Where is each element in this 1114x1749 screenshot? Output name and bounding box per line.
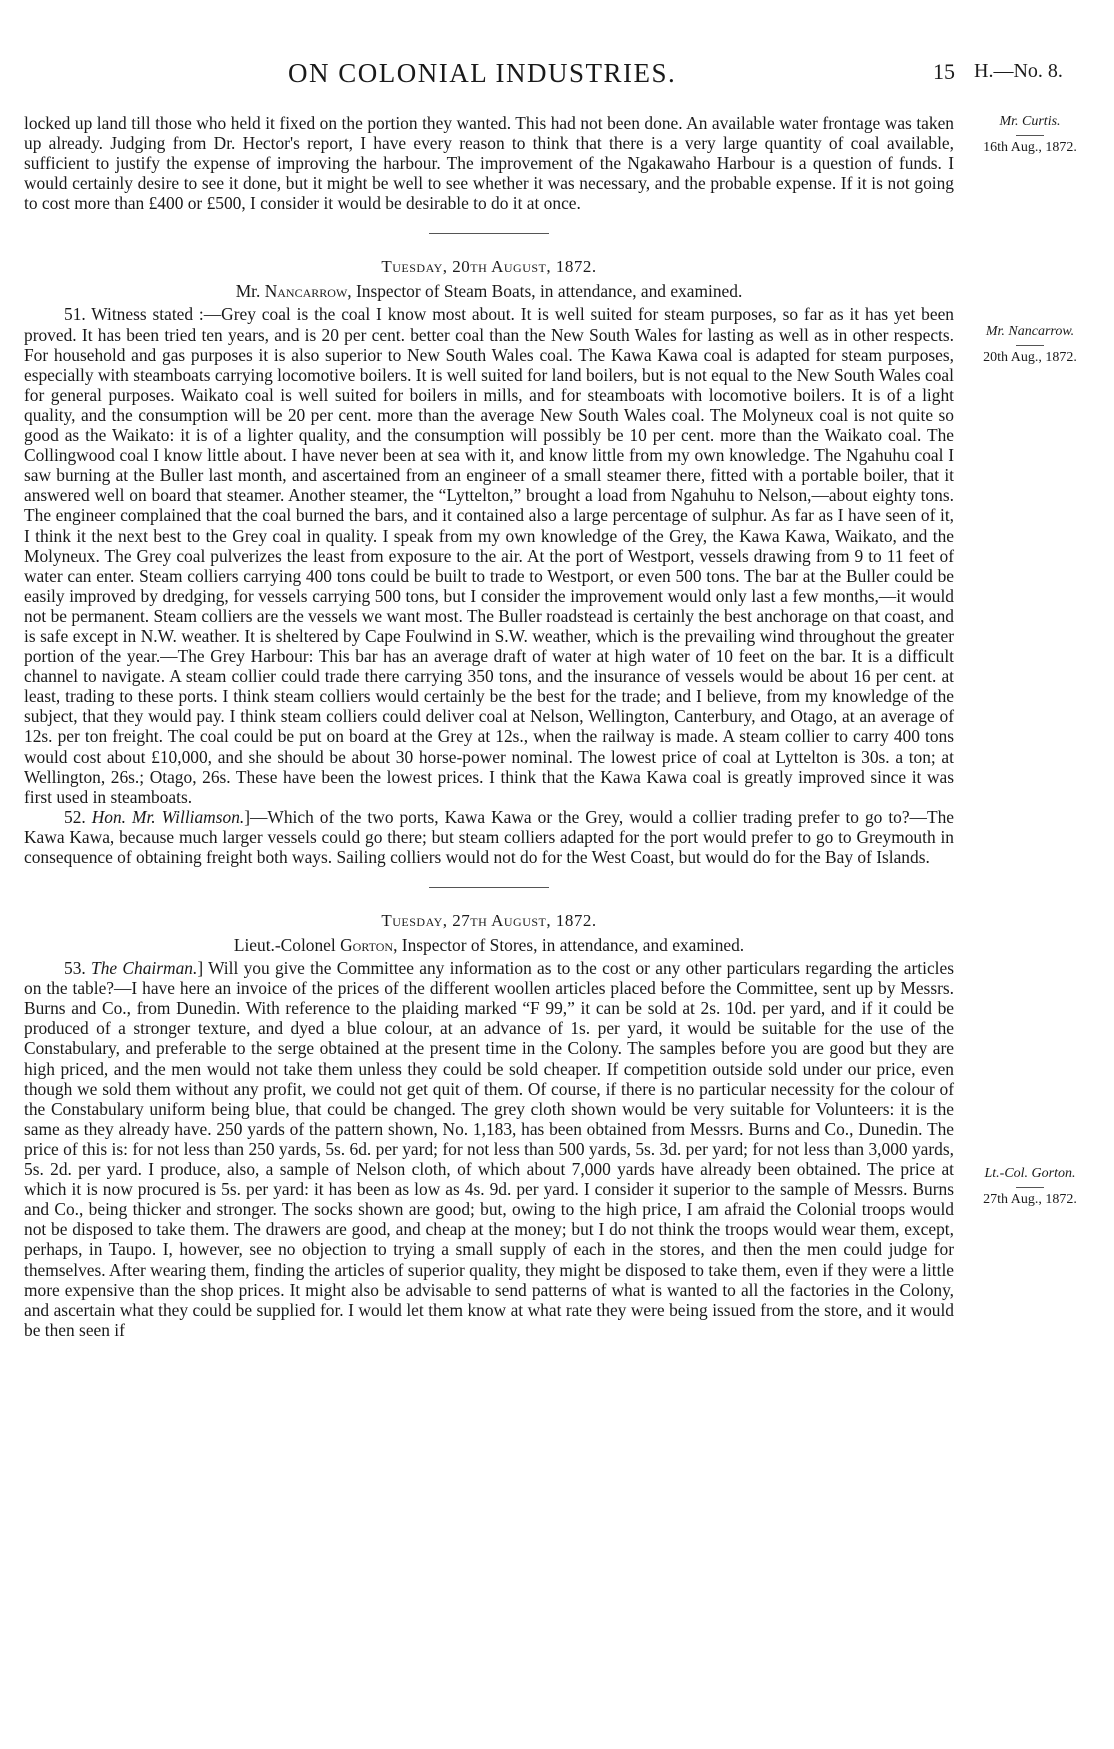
document-reference: H.—No. 8.: [974, 60, 1063, 82]
question-number: 52.: [64, 806, 86, 827]
witness-name: Nancarrow: [264, 281, 348, 302]
margin-note-divider: [1016, 1187, 1044, 1188]
margin-note-date: 16th Aug., 1872.: [983, 140, 1077, 155]
attendance-suffix: , Inspector of Steam Boats, in attendance, and examined.: [347, 281, 743, 302]
margin-note-nancarrow: [960, 324, 1100, 366]
margin-note-curtis: [960, 114, 1100, 156]
question-52: [24, 807, 954, 867]
margin-note-divider: [1016, 135, 1044, 136]
running-title: ON COLONIAL INDUSTRIES.: [288, 58, 677, 88]
section-divider: [429, 233, 549, 234]
questioner-name: The Chairman.: [91, 958, 198, 979]
margin-note-name: Mr. Nancarrow.: [985, 324, 1075, 339]
margin-note-divider: [1016, 345, 1044, 346]
page-number: 15: [933, 59, 955, 84]
attendance-line: [24, 935, 954, 956]
attendance-prefix: Lieut.-Colonel: [233, 935, 336, 956]
margin-note-date: 27th Aug., 1872.: [983, 1192, 1077, 1207]
question-number: 53.: [64, 958, 86, 979]
margin-note-gorton: [960, 1166, 1100, 1208]
question-53: [24, 958, 954, 1340]
question-text: ] Will you give the Committee any information as to the cost or any other particulars regarding the articles on the table?—I have here an invoice of the prices of the different woollen articles placed before the Committee, sent up by Messrs. Burns and Co., from Dunedin. With reference to the plaiding marked “F 99,” it can be sold at 2s. 10d. per yard, and if it could be produced of a stronger texture, and dyed a blue colour, at an advance of 1s. per yard, it would be suitable for the use of the Constabulary, and preferable to the serge obtained at the present time in the Colony. The samples before you are good but they are high priced, and the men would not take them unless they could be sold cheaper. If competition outside sold under our price, even though we sold them without any profit, we could not get quit of them. Of course, if there is no particular necessity for the colour of the Constabulary uniform being blue, that could be changed. The grey cloth shown would be very suitable for Volunteers: it is the same as they already have. 250 yards of the pattern shown, No. 1,183, has been obtained from Messrs. Burns and Co., Dunedin. The price of this is: for not less than 250 yards, 5s. 6d. per yard; for not less than 500 yards, 5s. 3d. per yard; for not less than 3,000 yards, 5s. 2d. per yard. I produce, also, a sample of Nelson cloth, of which about 7,000 yards have already been obtained. The price at which it is now procured is 5s. per yard: it has been as low as 4s. 9d. per yard. I consider it superior to the sample of Messrs. Burns and Co., being thicker and stronger. The socks shown are good; but, owing to the high price, I am afraid the Colonial troops would not be disposed to take them. The drawers are good, and cheap at the money; but I do not think the troops would wear them, except, perhaps, in Taupo. I, however, see no objection to trying a small supply of each in the stores, and then the men could judge for themselves. After wearing them, finding the articles of superior quality, they might be disposed to take them, even if they were a little more expensive than the shop prices. It might also be advisable to send patterns of what is wanted to all the factories in the Colony, and ascertain what they could be supplied for. I would let them know at what rate they were being issued from the store, and it would be then seen if: [24, 958, 954, 1340]
questioner-name: Hon. Mr. Williamson.: [91, 806, 245, 827]
witness-name: Gorton: [340, 935, 394, 956]
margin-note-name: Lt.-Col. Gorton.: [984, 1166, 1076, 1181]
main-text: [24, 113, 954, 1340]
session-date-heading: Tuesday, 20th August, 1872.: [381, 257, 597, 277]
page-header: [0, 58, 1114, 92]
attendance-suffix: , Inspector of Stores, in attendance, and examined.: [393, 935, 745, 956]
section-divider: [429, 887, 549, 888]
attendance-prefix: Mr.: [235, 281, 261, 302]
session-date-heading: Tuesday, 27th August, 1872.: [381, 911, 597, 931]
question-51: 51. Witness stated :—Grey coal is the coal I know most about. It is well suited for steam purposes, so far as it has yet been proved. It has been tried ten years, and is 20 per cent. better coal than the New South Wales for lasting as well as in other respects. For household and gas purposes it is also superior to New South Wales coal. The Kawa Kawa coal is adapted for steam purposes, especially with steamboats carrying locomotive boilers. It is well suited for land boilers, but is not equal to the New South Wales coal for general purposes. Waikato coal is well suited for boilers in mills, and for steamboats with locomotive boilers. It is of a light quality, and the consumption will be 20 per cent. more than the average New South Wales coal. The Molyneux coal is not quite so good as the Waikato: it is of a lighter quality, and the consumption will possibly be 10 per cent. more than the Waikato coal. The Collingwood coal I know little about. I have never been at sea with it, and know little from my own knowledge. The Ngahuhu coal I saw burning at the Buller last month, and ascertained from an engineer of a small steamer there, fitted with a portable boiler, that it answered well on board that steamer. Another steamer, the “Lyttelton,” brought a load from Ngahuhu to Nelson,—about eighty tons. The engineer complained that the coal burned the bars, and it contained also a large percentage of sulphur. As far as I have seen of it, I think it the next best to the Grey coal in quality. I speak from my own knowledge of the Grey, the Kawa Kawa, Waikato, and the Molyneux. The Grey coal pulverizes the least from exposure to the air. At the port of Westport, vessels drawing from 9 to 11 feet of water can enter. Steam colliers carrying 400 tons could be built to trade to Westport, or even 500 tons. The bar at the Buller could be easily improved by dredging, for vessels carrying 500 tons, but I consider the improvement would only last a few months,—it would not be permanent. Steam colliers are the vessels we want most. The Buller roadstead is certainly the best anchorage on that coast, and is safe except in N.W. weather. It is sheltered by Cape Foulwind in S.W. weather, which is the prevailing wind throughout the greater portion of the year.—The Grey Harbour: This bar has an average draft of water at high water of 10 feet on the bar. It is a difficult channel to navigate. A steam collier could trade there carrying 350 tons, and the insurance of vessels would be about 16 per cent. at least, trading to these ports. I think steam colliers would certainly be the best for the trade; and I believe, from my knowledge of the subject, that they would pay. I think steam colliers could deliver coal at Nelson, Wellington, Canterbury, and Otago, at an average of 12s. per ton freight. The coal could be put on board at the Grey at 12s., when the railway is made. A steam collier to carry 400 tons would cost about £10,000, and she should be about 30 horse-power nominal. The lowest price of coal at Lyttelton is 30s. a ton; at Wellington, 26s.; Otago, 26s. These have been the lowest prices. I think that the Kawa Kawa coal is greatly improved since it was first used in steamboats.: [24, 304, 954, 807]
margin-note-date: 20th Aug., 1872.: [983, 350, 1077, 365]
question-text: ]—Which of the two ports, Kawa Kawa or the Grey, would a collier trading prefer to go to?—The Kawa Kawa, because much larger vessels could go there; but steam colliers adapted for the port would prefer to go to Greymouth in consequence of obtaining freight both ways. Sailing colliers would not do for the West Coast, but would do for the Bay of Islands.: [24, 806, 954, 867]
opening-paragraph: locked up land till those who held it fixed on the portion they wanted. This had not been done. An available water frontage was taken up already. Judging from Dr. Hector's report, I have every reason to think that there is a very large quantity of coal available, sufficient to justify the expense of improving the harbour. The improvement of the Ngakawaho Harbour is a question of funds. I would certainly desire to see it done, but it might be well to see whether it was necessary, and the probable expense. If it is not going to cost more than £400 or £500, I consider it would be desirable to do it at once.: [24, 113, 954, 214]
attendance-line: [24, 281, 954, 302]
margin-note-name: Mr. Curtis.: [999, 114, 1061, 129]
